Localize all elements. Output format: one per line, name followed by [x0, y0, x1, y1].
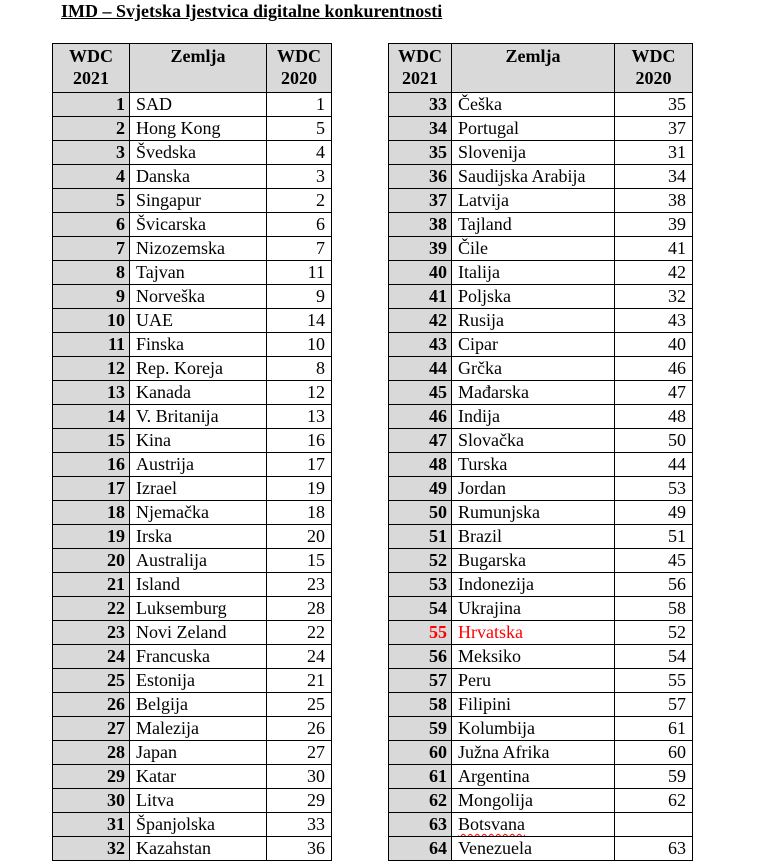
- table-row: [53, 429, 332, 453]
- rank-2021-cell: 29: [53, 765, 130, 789]
- rank-2020-cell: 7: [267, 237, 332, 261]
- rank-2021-cell: 51: [389, 525, 452, 549]
- table-row: [389, 357, 693, 381]
- table-row: [389, 453, 693, 477]
- rank-2021-cell: 42: [389, 309, 452, 333]
- country-cell: Kolumbija: [452, 717, 615, 741]
- rank-2021-cell: 1: [53, 93, 130, 117]
- table-row: [389, 93, 693, 117]
- rank-2021-cell: 35: [389, 141, 452, 165]
- table-row: [53, 789, 332, 813]
- rank-2021-cell: 17: [53, 477, 130, 501]
- rank-2020-cell: 58: [615, 597, 693, 621]
- country-cell: Norveška: [130, 285, 267, 309]
- table-row: [53, 837, 332, 861]
- country-cell: Island: [130, 573, 267, 597]
- rank-2020-cell: 62: [615, 789, 693, 813]
- country-cell: Švedska: [130, 141, 267, 165]
- table-row: [389, 237, 693, 261]
- rank-2020-cell: 20: [267, 525, 332, 549]
- country-cell: Brazil: [452, 525, 615, 549]
- rank-2020-cell: 54: [615, 645, 693, 669]
- rank-2020-cell: 10: [267, 333, 332, 357]
- rank-2020-cell: 2: [267, 189, 332, 213]
- rank-2020-cell: 34: [615, 165, 693, 189]
- table-row: [389, 261, 693, 285]
- table-header-row: [53, 44, 332, 93]
- rank-2021-cell: 52: [389, 549, 452, 573]
- rank-2020-cell: 16: [267, 429, 332, 453]
- country-cell: Indija: [452, 405, 615, 429]
- rank-2020-cell: 53: [615, 477, 693, 501]
- rank-2020-cell: 49: [615, 501, 693, 525]
- rank-2021-cell: 6: [53, 213, 130, 237]
- table-row: [53, 645, 332, 669]
- table-row: [53, 741, 332, 765]
- rank-2020-cell: 27: [267, 741, 332, 765]
- country-cell: [452, 813, 615, 837]
- table-row: [53, 165, 332, 189]
- rank-2020-cell: 8: [267, 357, 332, 381]
- rank-2021-cell: 28: [53, 741, 130, 765]
- country-cell: Hrvatska: [452, 621, 615, 645]
- table-row: [53, 285, 332, 309]
- header-line-label: WDC: [69, 46, 113, 66]
- table-row: [53, 213, 332, 237]
- rank-2020-cell: 3: [267, 165, 332, 189]
- table-row: [53, 309, 332, 333]
- table-row: [53, 141, 332, 165]
- rank-2021-cell: 4: [53, 165, 130, 189]
- table-row: [389, 645, 693, 669]
- rank-2021-cell: 45: [389, 381, 452, 405]
- table-row: [389, 213, 693, 237]
- table-row: [389, 501, 693, 525]
- rank-2021-cell: 5: [53, 189, 130, 213]
- country-cell: Katar: [130, 765, 267, 789]
- rank-2021-cell: 16: [53, 453, 130, 477]
- header-line-year: 2021: [73, 68, 109, 88]
- rank-2021-cell: 20: [53, 549, 130, 573]
- table-row: [53, 525, 332, 549]
- rank-2021-cell: 26: [53, 693, 130, 717]
- rank-2020-cell: 38: [615, 189, 693, 213]
- table-row: [389, 573, 693, 597]
- table-row: [53, 117, 332, 141]
- header-wdc-2021: [53, 44, 130, 93]
- rank-2020-cell: 40: [615, 333, 693, 357]
- rank-2020-cell: 13: [267, 405, 332, 429]
- country-cell: Poljska: [452, 285, 615, 309]
- country-cell: Austrija: [130, 453, 267, 477]
- header-line-year: 2021: [402, 68, 438, 88]
- rank-2020-cell: 50: [615, 429, 693, 453]
- table-header-row: [389, 44, 693, 93]
- table-row: [389, 477, 693, 501]
- country-cell: Rep. Koreja: [130, 357, 267, 381]
- rank-2021-cell: 36: [389, 165, 452, 189]
- rank-2021-cell: 46: [389, 405, 452, 429]
- rank-2021-cell: 37: [389, 189, 452, 213]
- table-row: [389, 597, 693, 621]
- country-cell: Tajvan: [130, 261, 267, 285]
- country-cell: Njemačka: [130, 501, 267, 525]
- country-cell: Irska: [130, 525, 267, 549]
- rank-2021-cell: 15: [53, 429, 130, 453]
- country-cell: Meksiko: [452, 645, 615, 669]
- table-row: [53, 405, 332, 429]
- country-cell: Ukrajina: [452, 597, 615, 621]
- rank-2021-cell: 55: [389, 621, 452, 645]
- rank-2020-cell: 22: [267, 621, 332, 645]
- rank-2020-cell: 19: [267, 477, 332, 501]
- country-cell: Finska: [130, 333, 267, 357]
- country-cell: Bugarska: [452, 549, 615, 573]
- rank-2021-cell: 61: [389, 765, 452, 789]
- country-cell: Kina: [130, 429, 267, 453]
- table-row: [53, 333, 332, 357]
- rank-2021-cell: 38: [389, 213, 452, 237]
- table-row: [53, 189, 332, 213]
- country-cell: Singapur: [130, 189, 267, 213]
- country-cell: Slovenija: [452, 141, 615, 165]
- rank-2021-cell: 22: [53, 597, 130, 621]
- rank-2020-cell: 6: [267, 213, 332, 237]
- header-wdc-2020: [615, 44, 693, 93]
- country-cell: Venezuela: [452, 837, 615, 861]
- rank-2021-cell: 21: [53, 573, 130, 597]
- country-cell: Filipini: [452, 693, 615, 717]
- country-cell: Belgija: [130, 693, 267, 717]
- rank-2020-cell: 9: [267, 285, 332, 309]
- country-cell: Australija: [130, 549, 267, 573]
- country-cell: Italija: [452, 261, 615, 285]
- rank-2020-cell: 60: [615, 741, 693, 765]
- country-cell: Hong Kong: [130, 117, 267, 141]
- rank-2020-cell: 1: [267, 93, 332, 117]
- rank-2021-cell: 39: [389, 237, 452, 261]
- rank-2021-cell: 10: [53, 309, 130, 333]
- rank-2021-cell: 60: [389, 741, 452, 765]
- table-row: [53, 669, 332, 693]
- table-row: [53, 813, 332, 837]
- table-row: [389, 285, 693, 309]
- header-line-label: WDC: [398, 46, 442, 66]
- rank-2021-cell: 9: [53, 285, 130, 309]
- rank-2020-cell: 17: [267, 453, 332, 477]
- rank-2021-cell: 50: [389, 501, 452, 525]
- table-row: [389, 789, 693, 813]
- rank-2021-cell: 3: [53, 141, 130, 165]
- ranking-rows-right: [389, 93, 693, 861]
- country-cell: Mađarska: [452, 381, 615, 405]
- header-line-year: 2020: [281, 68, 317, 88]
- table-row: [389, 525, 693, 549]
- rank-2020-cell: 35: [615, 93, 693, 117]
- rank-2020-cell: 36: [267, 837, 332, 861]
- table-row: [53, 357, 332, 381]
- header-wdc-2020: [267, 44, 332, 93]
- table-row: [389, 117, 693, 141]
- rank-2021-cell: 48: [389, 453, 452, 477]
- rank-2021-cell: 57: [389, 669, 452, 693]
- rank-2020-cell: 46: [615, 357, 693, 381]
- country-cell: Mongolija: [452, 789, 615, 813]
- rank-2021-cell: 40: [389, 261, 452, 285]
- table-row: [53, 237, 332, 261]
- rank-2020-cell: 11: [267, 261, 332, 285]
- table-row: [53, 501, 332, 525]
- rank-2021-cell: 44: [389, 357, 452, 381]
- country-cell: Estonija: [130, 669, 267, 693]
- rank-2020-cell: [615, 813, 693, 837]
- rank-2020-cell: 55: [615, 669, 693, 693]
- country-cell: Japan: [130, 741, 267, 765]
- rank-2020-cell: 33: [267, 813, 332, 837]
- rank-2020-cell: 14: [267, 309, 332, 333]
- rank-2020-cell: 44: [615, 453, 693, 477]
- country-cell: Izrael: [130, 477, 267, 501]
- country-cell: Malezija: [130, 717, 267, 741]
- rank-2021-cell: 47: [389, 429, 452, 453]
- rank-2020-cell: 26: [267, 717, 332, 741]
- rank-2021-cell: 2: [53, 117, 130, 141]
- country-cell: Novi Zeland: [130, 621, 267, 645]
- country-cell: Švicarska: [130, 213, 267, 237]
- country-cell: Danska: [130, 165, 267, 189]
- rank-2021-cell: 23: [53, 621, 130, 645]
- rank-2021-cell: 30: [53, 789, 130, 813]
- country-cell: Kazahstan: [130, 837, 267, 861]
- country-cell: Nizozemska: [130, 237, 267, 261]
- table-row: [389, 621, 693, 645]
- country-cell: Češka: [452, 93, 615, 117]
- document-title: IMD – Svjetska ljestvica digitalne konkurentnosti: [61, 1, 443, 21]
- rank-2021-cell: 43: [389, 333, 452, 357]
- rank-2021-cell: 14: [53, 405, 130, 429]
- rank-2021-cell: 19: [53, 525, 130, 549]
- rank-2021-cell: 13: [53, 381, 130, 405]
- country-cell: Luksemburg: [130, 597, 267, 621]
- ranking-rows-left: [53, 93, 332, 861]
- rank-2020-cell: 57: [615, 693, 693, 717]
- rank-2020-cell: 59: [615, 765, 693, 789]
- table-row: [53, 93, 332, 117]
- table-row: [389, 333, 693, 357]
- header-line-label: WDC: [631, 46, 676, 66]
- country-cell: Južna Afrika: [452, 741, 615, 765]
- rank-2021-cell: 59: [389, 717, 452, 741]
- rank-2020-cell: 29: [267, 789, 332, 813]
- country-cell: V. Britanija: [130, 405, 267, 429]
- rank-2020-cell: 45: [615, 549, 693, 573]
- rank-2020-cell: 47: [615, 381, 693, 405]
- header-line-year: 2020: [635, 68, 672, 88]
- table-row: [389, 717, 693, 741]
- rank-2020-cell: 28: [267, 597, 332, 621]
- country-cell: Latvija: [452, 189, 615, 213]
- header-line-label: WDC: [277, 46, 321, 66]
- table-row: [389, 693, 693, 717]
- table-row: [53, 573, 332, 597]
- ranking-table-left: [52, 43, 332, 861]
- country-cell: Španjolska: [130, 813, 267, 837]
- rank-2020-cell: 24: [267, 645, 332, 669]
- header-country: Zemlja: [452, 44, 615, 93]
- table-row: [53, 765, 332, 789]
- rank-2020-cell: 48: [615, 405, 693, 429]
- country-cell: UAE: [130, 309, 267, 333]
- rank-2021-cell: 11: [53, 333, 130, 357]
- rank-2020-cell: 12: [267, 381, 332, 405]
- rank-2021-cell: 49: [389, 477, 452, 501]
- rank-2020-cell: 51: [615, 525, 693, 549]
- country-cell: Rumunjska: [452, 501, 615, 525]
- rank-2020-cell: 32: [615, 285, 693, 309]
- rank-2020-cell: 63: [615, 837, 693, 861]
- table-row: [53, 597, 332, 621]
- rank-2021-cell: 33: [389, 93, 452, 117]
- rank-2020-cell: 23: [267, 573, 332, 597]
- country-cell: Slovačka: [452, 429, 615, 453]
- table-row: [53, 621, 332, 645]
- rank-2021-cell: 18: [53, 501, 130, 525]
- table-row: [53, 453, 332, 477]
- country-cell: SAD: [130, 93, 267, 117]
- header-wdc-2021: [389, 44, 452, 93]
- rank-2021-cell: 31: [53, 813, 130, 837]
- rank-2021-cell: 7: [53, 237, 130, 261]
- country-cell: Cipar: [452, 333, 615, 357]
- header-country: Zemlja: [130, 44, 267, 93]
- rank-2020-cell: 42: [615, 261, 693, 285]
- country-cell: Čile: [452, 237, 615, 261]
- table-row: [53, 261, 332, 285]
- table-row: [389, 141, 693, 165]
- rank-2021-cell: 56: [389, 645, 452, 669]
- rank-2021-cell: 8: [53, 261, 130, 285]
- rank-2020-cell: 56: [615, 573, 693, 597]
- rank-2020-cell: 15: [267, 549, 332, 573]
- rank-2020-cell: 37: [615, 117, 693, 141]
- rank-2020-cell: 43: [615, 309, 693, 333]
- country-cell: Francuska: [130, 645, 267, 669]
- rank-2021-cell: 62: [389, 789, 452, 813]
- rank-2020-cell: 41: [615, 237, 693, 261]
- rank-2020-cell: 4: [267, 141, 332, 165]
- rank-2020-cell: 31: [615, 141, 693, 165]
- table-row: [389, 189, 693, 213]
- rank-2021-cell: 58: [389, 693, 452, 717]
- table-row: [53, 549, 332, 573]
- table-row: [53, 477, 332, 501]
- rank-2020-cell: 5: [267, 117, 332, 141]
- table-row: [53, 693, 332, 717]
- rank-2021-cell: 32: [53, 837, 130, 861]
- table-row: [389, 813, 693, 837]
- rank-2021-cell: 41: [389, 285, 452, 309]
- ranking-table-right: [388, 43, 693, 861]
- rank-2021-cell: 27: [53, 717, 130, 741]
- rank-2021-cell: 12: [53, 357, 130, 381]
- table-row: [389, 837, 693, 861]
- table-row: [389, 669, 693, 693]
- country-cell: Argentina: [452, 765, 615, 789]
- country-cell: Saudijska Arabija: [452, 165, 615, 189]
- table-row: [389, 549, 693, 573]
- table-row: [389, 741, 693, 765]
- table-row: [53, 717, 332, 741]
- rank-2021-cell: 25: [53, 669, 130, 693]
- country-cell: Portugal: [452, 117, 615, 141]
- rank-2021-cell: 34: [389, 117, 452, 141]
- country-cell: Indonezija: [452, 573, 615, 597]
- rank-2021-cell: 54: [389, 597, 452, 621]
- rank-2021-cell: 53: [389, 573, 452, 597]
- country-cell: Litva: [130, 789, 267, 813]
- rank-2021-cell: 24: [53, 645, 130, 669]
- rank-2020-cell: 61: [615, 717, 693, 741]
- country-cell: Tajland: [452, 213, 615, 237]
- country-cell: Jordan: [452, 477, 615, 501]
- rank-2020-cell: 52: [615, 621, 693, 645]
- table-row: [389, 381, 693, 405]
- table-row: [389, 309, 693, 333]
- country-cell: Grčka: [452, 357, 615, 381]
- rank-2020-cell: 30: [267, 765, 332, 789]
- table-row: [389, 765, 693, 789]
- rank-2020-cell: 18: [267, 501, 332, 525]
- country-cell: Rusija: [452, 309, 615, 333]
- rank-2020-cell: 25: [267, 693, 332, 717]
- table-row: [389, 405, 693, 429]
- table-row: [53, 381, 332, 405]
- country-cell: Turska: [452, 453, 615, 477]
- rank-2020-cell: 39: [615, 213, 693, 237]
- table-row: [389, 429, 693, 453]
- country-cell: Kanada: [130, 381, 267, 405]
- rank-2021-cell: 64: [389, 837, 452, 861]
- spellcheck-underline: Botsvana: [458, 814, 525, 834]
- rank-2020-cell: 21: [267, 669, 332, 693]
- rank-2021-cell: 63: [389, 813, 452, 837]
- table-row: [389, 165, 693, 189]
- country-cell: Peru: [452, 669, 615, 693]
